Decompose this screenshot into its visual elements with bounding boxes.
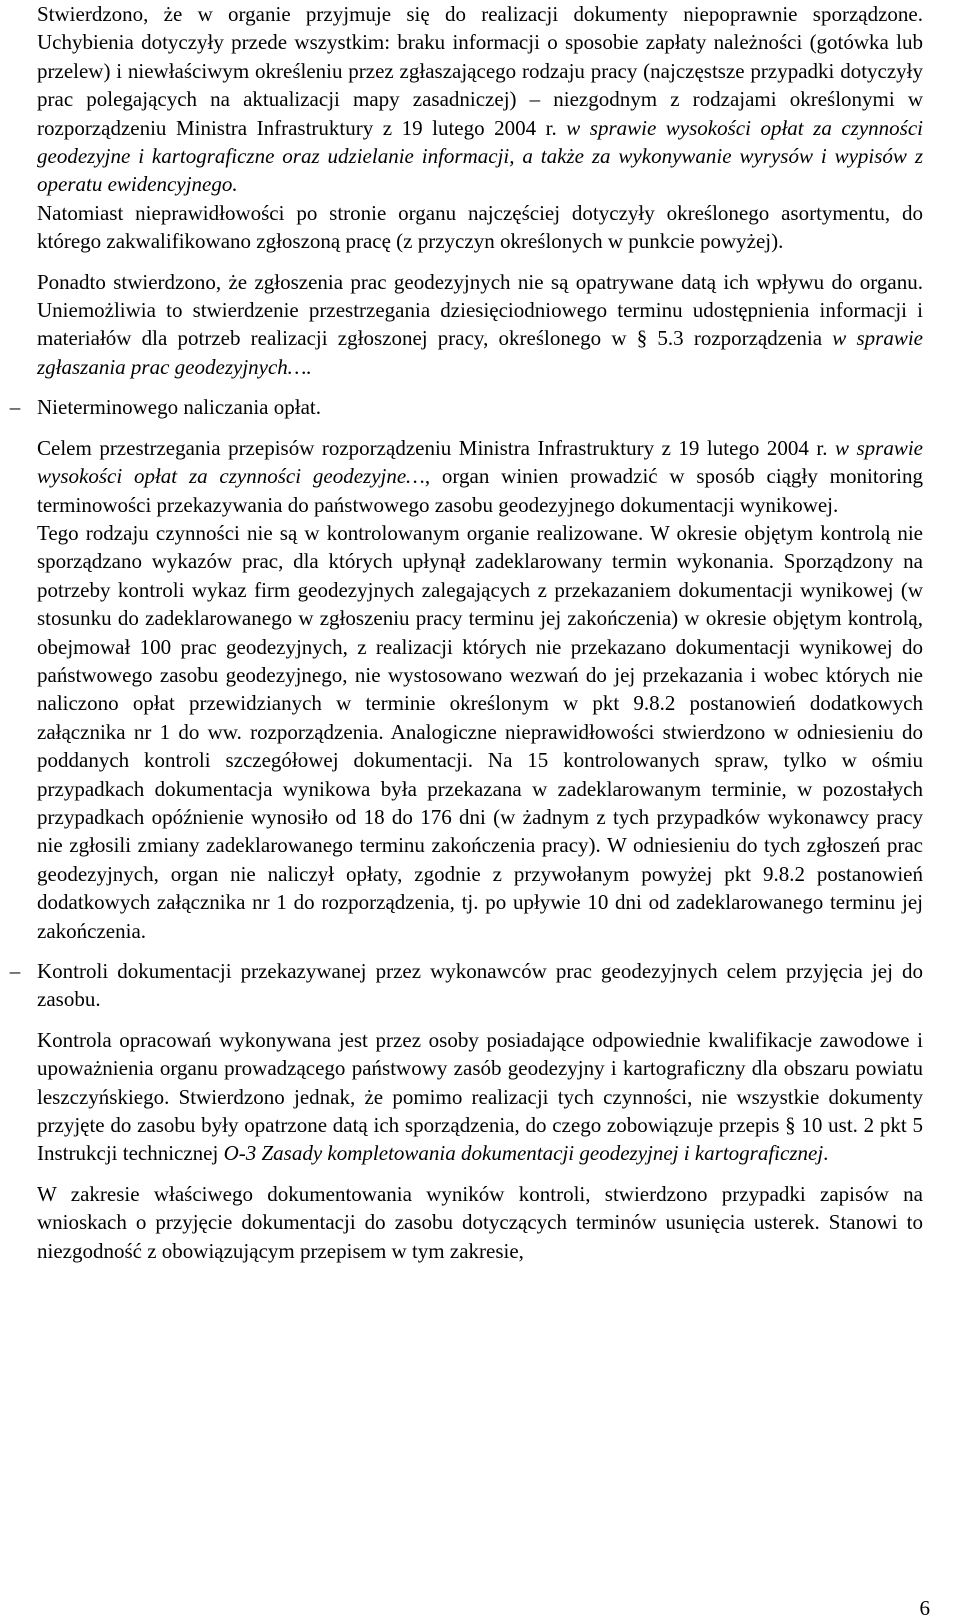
paragraph-text: Celem przestrzegania przepisów rozporządzeniu Ministra Infrastruktury z 19 lutego 2004 r. <box>37 435 835 460</box>
paragraph-text: Tego rodzaju czynności nie są w kontrolowanym organie realizowane. W okresie objętym kontrolą nie sporządzano wykazów prac, dla których upłynął zadeklarowany termin wykonania. Sporządzony na potrzeby kontroli wykaz firm geodezyjnych zalegających z przekazaniem dokumentacji wynikowej (w stosunku do zadeklarowanego w zgłoszeniu pracy terminu jej zakończenia) w okresie objętym kontrolą, obejmował 100 prac geodezyjnych, z realizacji których nie przekazano dokumentacji wynikowej do państwowego zasobu geodezyjnego, nie wystosowano wezwań do jej przekazania i wobec których nie naliczono opłat przewidzianych w terminie określonym w pkt 9.8.2 postanowień dodatkowych załącznika nr 1 do ww. rozporządzenia. Analogiczne nieprawidłowości stwierdzono w odniesieniu do poddanych kontroli szczegółowej dokumentacji. Na 15 kontrolowanych spraw, tylko w ośmiu przypadkach dokumentacja wynikowa była przekazana w zadeklarowanym terminie, w pozostałych przypadkach opóźnienie wynosiło od 18 do 176 dni (w żadnym z tych przypadków wykonawcy pracy nie zgłosili zmiany zadeklarowanego terminu zakończenia pracy). W odniesieniu do tych zgłoszeń prac geodezyjnych, organ nie naliczył opłaty, zgodnie z przywołanym powyżej pkt 9.8.2 postanowień dodatkowych załącznika nr 1 do rozporządzenia, tj. po upływie 10 dni od zadeklarowanego terminu jej zakończenia. <box>37 520 923 943</box>
paragraph-text: . <box>823 1141 829 1166</box>
paragraph-text: , organ winien prowadzić w sposób ciągły monitoring terminowości przekazywania do państwowego zasobu geodezyjnego dokumentacji wynikowej. <box>37 464 924 517</box>
paragraph-text: Kontrola opracowań wykonywana jest przez osoby posiadające odpowiednie kwalifikacje zawodowe i upoważnienia organu prowadzącego państwowy zasób geodezyjny i kartograficzny dla obszaru powiatu leszczyńskiego. Stwierdzono jednak, że pomimo realizacji tych czynności, nie wszystkie dokumenty przyjęte do zasobu były opatrzone datą ich sporządzenia, do czego zobowiązuje przepis § 10 ust. 2 pkt 5 Instrukcji technicznej <box>37 1027 923 1166</box>
document-body <box>9 0 924 1265</box>
regulation-title: w sprawie wysokości opłat za czynności geodezyjne i kartograficzne oraz udzielanie informacji, a także za wykonywanie wyrysów i wypisów z operatu ewidencyjnego. <box>37 115 923 197</box>
paragraph-text: Ponadto stwierdzono, że zgłoszenia prac geodezyjnych nie są opatrywane datą ich wpływu do organu. Uniemożliwia to stwierdzenie przestrzegania dziesięciodniowego terminu udostępnienia informacji i materiałów dla potrzeb realizacji zgłoszonej pracy, określonego w § 5.3 rozporządzenia <box>37 269 923 351</box>
bullet-text: Nieterminowego naliczania opłat. <box>37 395 321 420</box>
paragraph <box>37 268 923 382</box>
paragraph <box>37 1180 923 1265</box>
paragraph <box>37 199 923 256</box>
bullet-dash: – <box>9 395 21 420</box>
bullet-text: Kontroli dokumentacji przekazywanej przez wykonawców prac geodezyjnych celem przyjęcia jej do zasobu. <box>37 959 923 1012</box>
paragraph <box>37 0 923 199</box>
page-number: 6 <box>919 1596 930 1620</box>
bullet-item <box>9 393 923 421</box>
paragraph <box>37 1026 923 1168</box>
bullet-item <box>9 957 923 1014</box>
regulation-title: w sprawie zgłaszania prac geodezyjnych…. <box>37 326 923 379</box>
bullet-dash: – <box>9 959 21 983</box>
paragraph-text: Stwierdzono, że w organie przyjmuje się do realizacji dokumenty niepoprawnie sporządzone. Uchybienia dotyczyły przede wszystkim: braku informacji o sposobie zapłaty należności (gotówka lub przelew) i niewłaściwym określeniu przez zgłaszającego rodzaju pracy (najczęstsze przypadki dotyczyły prac polegających na aktualizacji mapy zasadniczej) – niezgodnym z rodzajami określonymi w rozporządzeniu Ministra Infrastruktury z 19 lutego 2004 r. <box>37 2 923 140</box>
paragraph-text: W zakresie właściwego dokumentowania wyników kontroli, stwierdzono przypadki zapisów na wnioskach o przyjęcie dokumentacji do zasobu dotyczących terminów usunięcia usterek. Stanowi to niezgodność z obowiązującym przepisem w tym zakresie, <box>37 1181 923 1263</box>
paragraph <box>37 434 923 519</box>
instruction-title: O-3 Zasady kompletowania dokumentacji geodezyjnej i kartograficznej <box>223 1141 824 1166</box>
paragraph-text: Natomiast nieprawidłowości po stronie organu najczęściej dotyczyły określonego asortymentu, do którego zakwalifikowano zgłoszoną pracę (z przyczyn określonych w punkcie powyżej). <box>37 200 923 254</box>
regulation-title: w sprawie wysokości opłat za czynności geodezyjne… <box>37 435 923 489</box>
paragraph <box>37 519 923 945</box>
